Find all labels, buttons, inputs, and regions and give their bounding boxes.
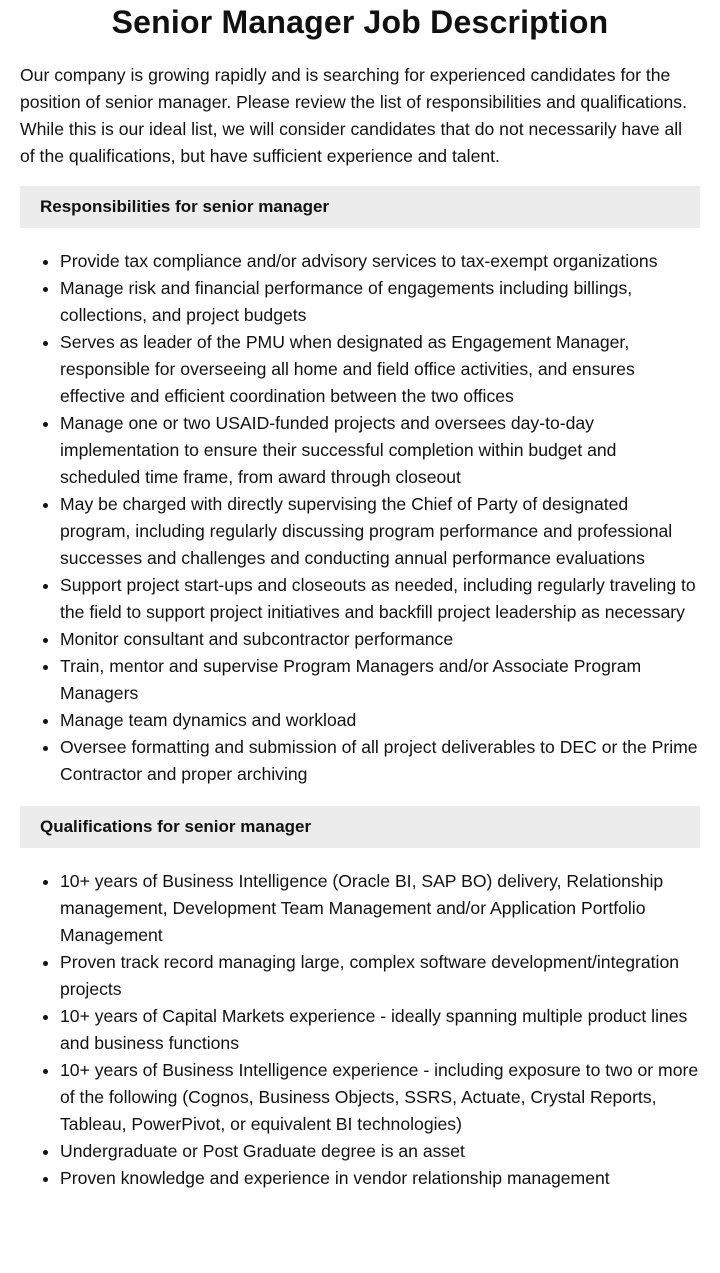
list-item: • May be charged with directly supervising the Chief of Party of designated program, including regularly discussing program performance and professional successes and challenges and conducting annual performance evaluations <box>60 491 700 572</box>
list-item: • Manage one or two USAID-funded projects and oversees day-to-day implementation to ensure their successful completion within budget and scheduled time frame, from award through closeout <box>60 410 700 491</box>
list-item: • Manage team dynamics and workload <box>60 707 700 734</box>
list-item: • Support project start-ups and closeouts as needed, including regularly traveling to the field to support project initiatives and backfill project leadership as necessary <box>60 572 700 626</box>
list-item: • 10+ years of Business Intelligence experience - including exposure to two or more of the following (Cognos, Business Objects, SSRS, Actuate, Crystal Reports, Tableau, PowerPivot, or equivalent BI technologies) <box>60 1057 700 1138</box>
qualifications-heading: Qualifications for senior manager <box>20 806 700 848</box>
list-item: • Oversee formatting and submission of all project deliverables to DEC or the Prime Contractor and proper archiving <box>60 734 700 788</box>
list-item: • Serves as leader of the PMU when designated as Engagement Manager, responsible for overseeing all home and field office activities, and ensures effective and efficient coordination between the two offices <box>60 329 700 410</box>
list-item: • 10+ years of Capital Markets experience - ideally spanning multiple product lines and business functions <box>60 1003 700 1057</box>
responsibilities-list <box>20 248 700 788</box>
list-item: • Train, mentor and supervise Program Managers and/or Associate Program Managers <box>60 653 700 707</box>
list-item: • Monitor consultant and subcontractor performance <box>60 626 700 653</box>
list-item: • Proven knowledge and experience in vendor relationship management <box>60 1165 700 1192</box>
list-item: • Undergraduate or Post Graduate degree is an asset <box>60 1138 700 1165</box>
intro-paragraph: Our company is growing rapidly and is searching for experienced candidates for the position of senior manager. Please review the list of responsibilities and qualifications. While this is our ideal list, we will consider candidates that do not necessarily have all of the qualifications, but have sufficient experience and talent. <box>20 65 687 166</box>
qualifications-list <box>20 868 700 1192</box>
list-item: • Provide tax compliance and/or advisory services to tax-exempt organizations <box>60 248 700 275</box>
page-title: Senior Manager Job Description <box>111 4 609 40</box>
responsibilities-heading: Responsibilities for senior manager <box>20 186 700 228</box>
list-item: • Manage risk and financial performance of engagements including billings, collections, and project budgets <box>60 275 700 329</box>
list-item: • 10+ years of Business Intelligence (Oracle BI, SAP BO) delivery, Relationship management, Development Team Management and/or Application Portfolio Management <box>60 868 700 949</box>
list-item: • Proven track record managing large, complex software development/integration projects <box>60 949 700 1003</box>
